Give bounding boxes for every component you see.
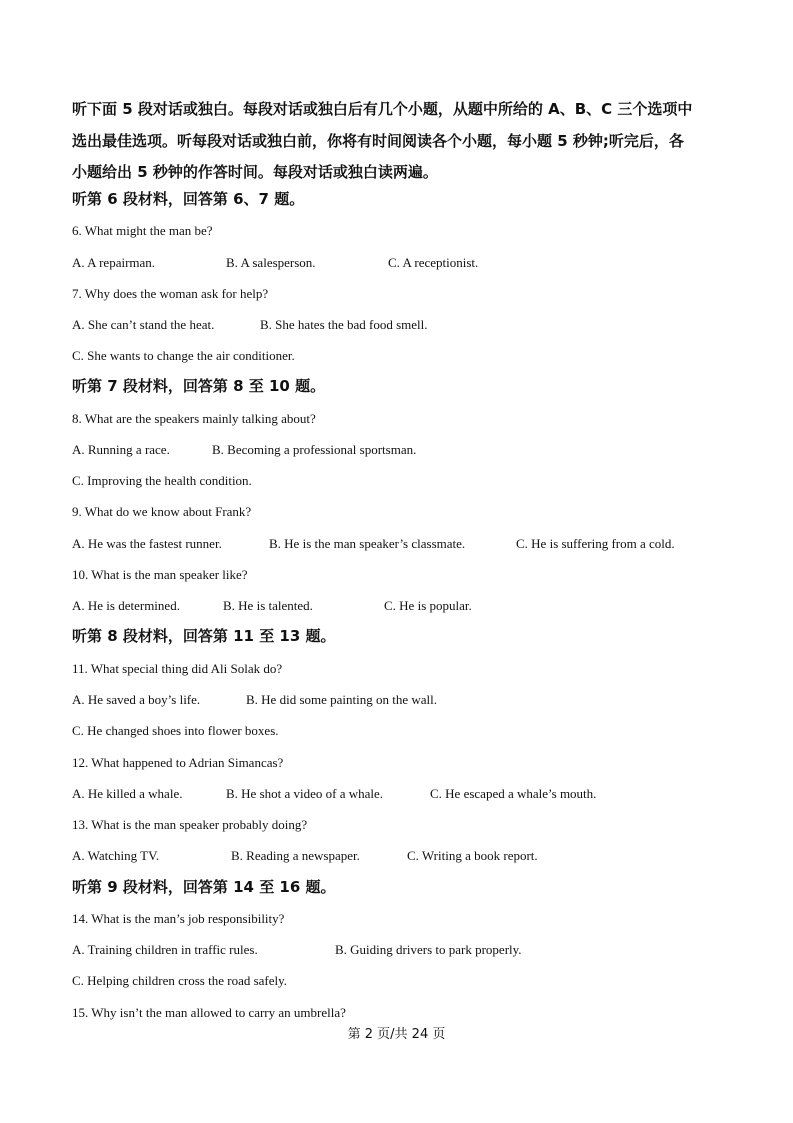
- question-6-option-a: A. A repairman.: [72, 255, 156, 270]
- question-6: 6. What might the man be?: [72, 223, 213, 238]
- question-13-option-b: B. Reading a newspaper.: [231, 848, 360, 863]
- section-heading-9: 听第 9 段材料，回答第 14 至 16 题。: [72, 878, 336, 896]
- question-14-option-c: C. Helping children cross the road safely.: [72, 973, 288, 988]
- question-12-option-b: B. He shot a video of a whale.: [226, 786, 384, 801]
- question-12: 12. What happened to Adrian Simancas?: [72, 755, 284, 770]
- section-heading-6: 听第 6 段材料，回答第 6、7 题。: [72, 190, 305, 208]
- question-8-option-a: A. Running a race.: [72, 442, 170, 457]
- question-10-option-b: B. He is talented.: [223, 598, 313, 613]
- question-11-option-c: C. He changed shoes into flower boxes.: [72, 723, 279, 738]
- question-11-option-b: B. He did some painting on the wall.: [246, 692, 438, 707]
- question-11-option-a: A. He saved a boy’s life.: [72, 692, 201, 707]
- question-13: 13. What is the man speaker probably doing?: [72, 817, 308, 832]
- page-number: 第 2 页/共 24 页: [347, 1027, 446, 1042]
- question-7-option-b: B. She hates the bad food smell.: [260, 317, 428, 332]
- section-instructions: [72, 94, 724, 189]
- question-10-option-a: A. He is determined.: [72, 598, 180, 613]
- question-14: 14. What is the man’s job responsibility?: [72, 911, 285, 926]
- question-6-option-b: B. A salesperson.: [226, 255, 316, 270]
- question-9-option-a: A. He was the fastest runner.: [72, 536, 222, 551]
- question-13-option-c: C. Writing a book report.: [407, 848, 538, 863]
- question-7: 7. Why does the woman ask for help?: [72, 286, 269, 301]
- section-heading-7: 听第 7 段材料，回答第 8 至 10 题。: [72, 377, 326, 395]
- question-14-option-b: B. Guiding drivers to park properly.: [335, 942, 522, 957]
- question-8-option-b: B. Becoming a professional sportsman.: [212, 442, 417, 457]
- section-heading-8: 听第 8 段材料，回答第 11 至 13 题。: [72, 627, 336, 645]
- instructions-line-2: 选出最佳选项。听每段对话或独白前，你将有时间阅读各个小题，每小题 5 秒钟;听完后，各: [72, 131, 684, 150]
- question-8: 8. What are the speakers mainly talking about?: [72, 411, 316, 426]
- question-9: 9. What do we know about Frank?: [72, 504, 252, 519]
- question-12-option-c: C. He escaped a whale’s mouth.: [430, 786, 597, 801]
- question-12-option-a: A. He killed a whale.: [72, 786, 183, 801]
- question-7-option-a: A. She can’t stand the heat.: [72, 317, 215, 332]
- question-13-option-a: A. Watching TV.: [72, 848, 160, 863]
- question-6-option-c: C. A receptionist.: [388, 255, 479, 270]
- instructions-line-3: 小题给出 5 秒钟的作答时间。每段对话或独白读两遍。: [72, 163, 438, 181]
- question-14-option-a: A. Training children in traffic rules.: [72, 942, 258, 957]
- question-10: 10. What is the man speaker like?: [72, 567, 248, 582]
- question-9-option-b: B. He is the man speaker’s classmate.: [269, 536, 466, 551]
- question-8-option-c: C. Improving the health condition.: [72, 473, 252, 488]
- question-10-option-c: C. He is popular.: [384, 598, 472, 613]
- question-15: 15. Why isn’t the man allowed to carry an umbrella?: [72, 1005, 346, 1020]
- instructions-line-1: 听下面 5 段对话或独白。每段对话或独白后有几个小题，从题中所给的 A、B、C 三个选项中: [72, 100, 693, 118]
- question-11: 11. What special thing did Ali Solak do?: [72, 661, 283, 676]
- question-9-option-c: C. He is suffering from a cold.: [516, 536, 675, 551]
- question-7-option-c: C. She wants to change the air conditioner.: [72, 348, 295, 363]
